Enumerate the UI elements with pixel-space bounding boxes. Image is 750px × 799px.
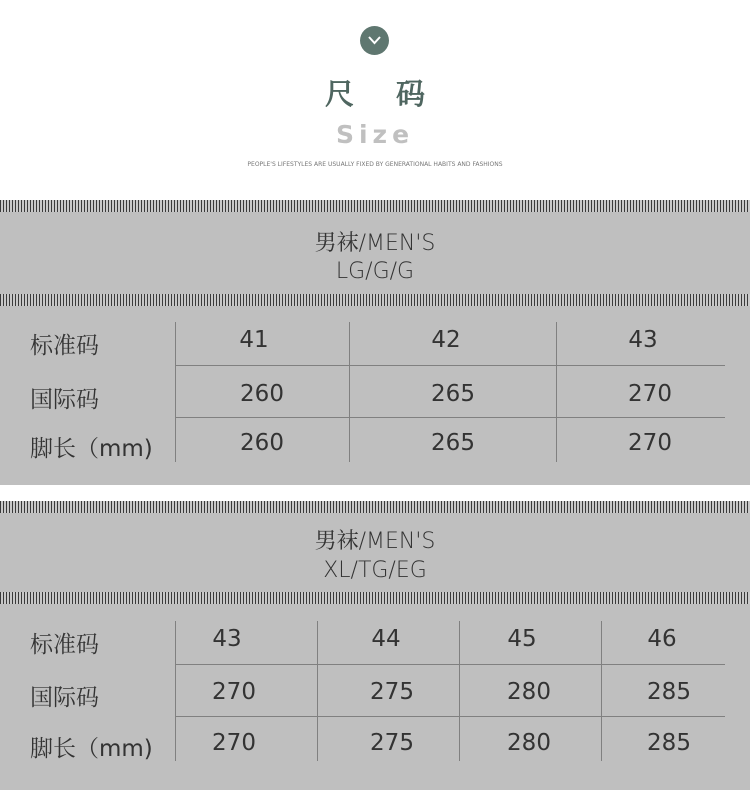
table-cell: 280 [507,730,551,756]
row-divider [175,365,725,366]
column-divider [317,621,318,761]
table-cell: 260 [240,381,284,407]
row-label: 国际码 [30,685,99,711]
column-divider [601,621,602,761]
column-divider [556,322,557,462]
table-cell: 265 [431,381,475,407]
table-cell: 270 [628,381,672,407]
column-divider [459,621,460,761]
page-subtitle: Size [335,120,415,149]
table-cell: 285 [647,679,691,705]
row-label: 标准码 [30,632,99,658]
stripe-divider [0,294,750,306]
stripe-divider [0,501,750,513]
column-divider [175,322,176,462]
column-divider [175,621,176,761]
row-label: 标准码 [30,333,99,359]
table-cell: 275 [370,730,414,756]
table-cell: 45 [507,626,537,652]
table-cell: 260 [240,430,284,456]
row-label: 脚长（mm) [30,736,153,762]
stripe-divider [0,592,750,604]
table-cell: 275 [370,679,414,705]
table-title-line2: LG/G/G [335,259,415,284]
table-title-line1: 男袜/MEN'S [314,231,436,256]
chevron-down-icon [360,26,389,55]
table-cell: 270 [212,679,256,705]
table-cell: 270 [628,430,672,456]
table-cell: 285 [647,730,691,756]
table-cell: 41 [239,327,269,353]
row-label: 脚长（mm) [30,436,153,462]
table-cell: 265 [431,430,475,456]
row-label: 国际码 [30,387,99,413]
size-table-1 [0,200,750,485]
column-divider [349,322,350,462]
table-cell: 42 [431,327,461,353]
table-cell: 280 [507,679,551,705]
stripe-divider [0,200,750,212]
tagline: PEOPLE'S LIFESTYLES ARE USUALLY FIXED BY GENERATIONAL HABITS AND FASHIONS [247,161,503,168]
table-title-line2: XL/TG/EG [323,558,427,583]
row-divider [175,417,725,418]
table-cell: 43 [628,327,658,353]
size-table-2 [0,501,750,790]
row-divider [175,716,725,717]
size-header [0,0,750,200]
table-cell: 46 [647,626,677,652]
row-divider [175,664,725,665]
page-title: 尺 码 [324,77,442,111]
table-cell: 44 [371,626,401,652]
table-title-line1: 男袜/MEN'S [314,529,436,554]
table-cell: 43 [212,626,242,652]
table-cell: 270 [212,730,256,756]
